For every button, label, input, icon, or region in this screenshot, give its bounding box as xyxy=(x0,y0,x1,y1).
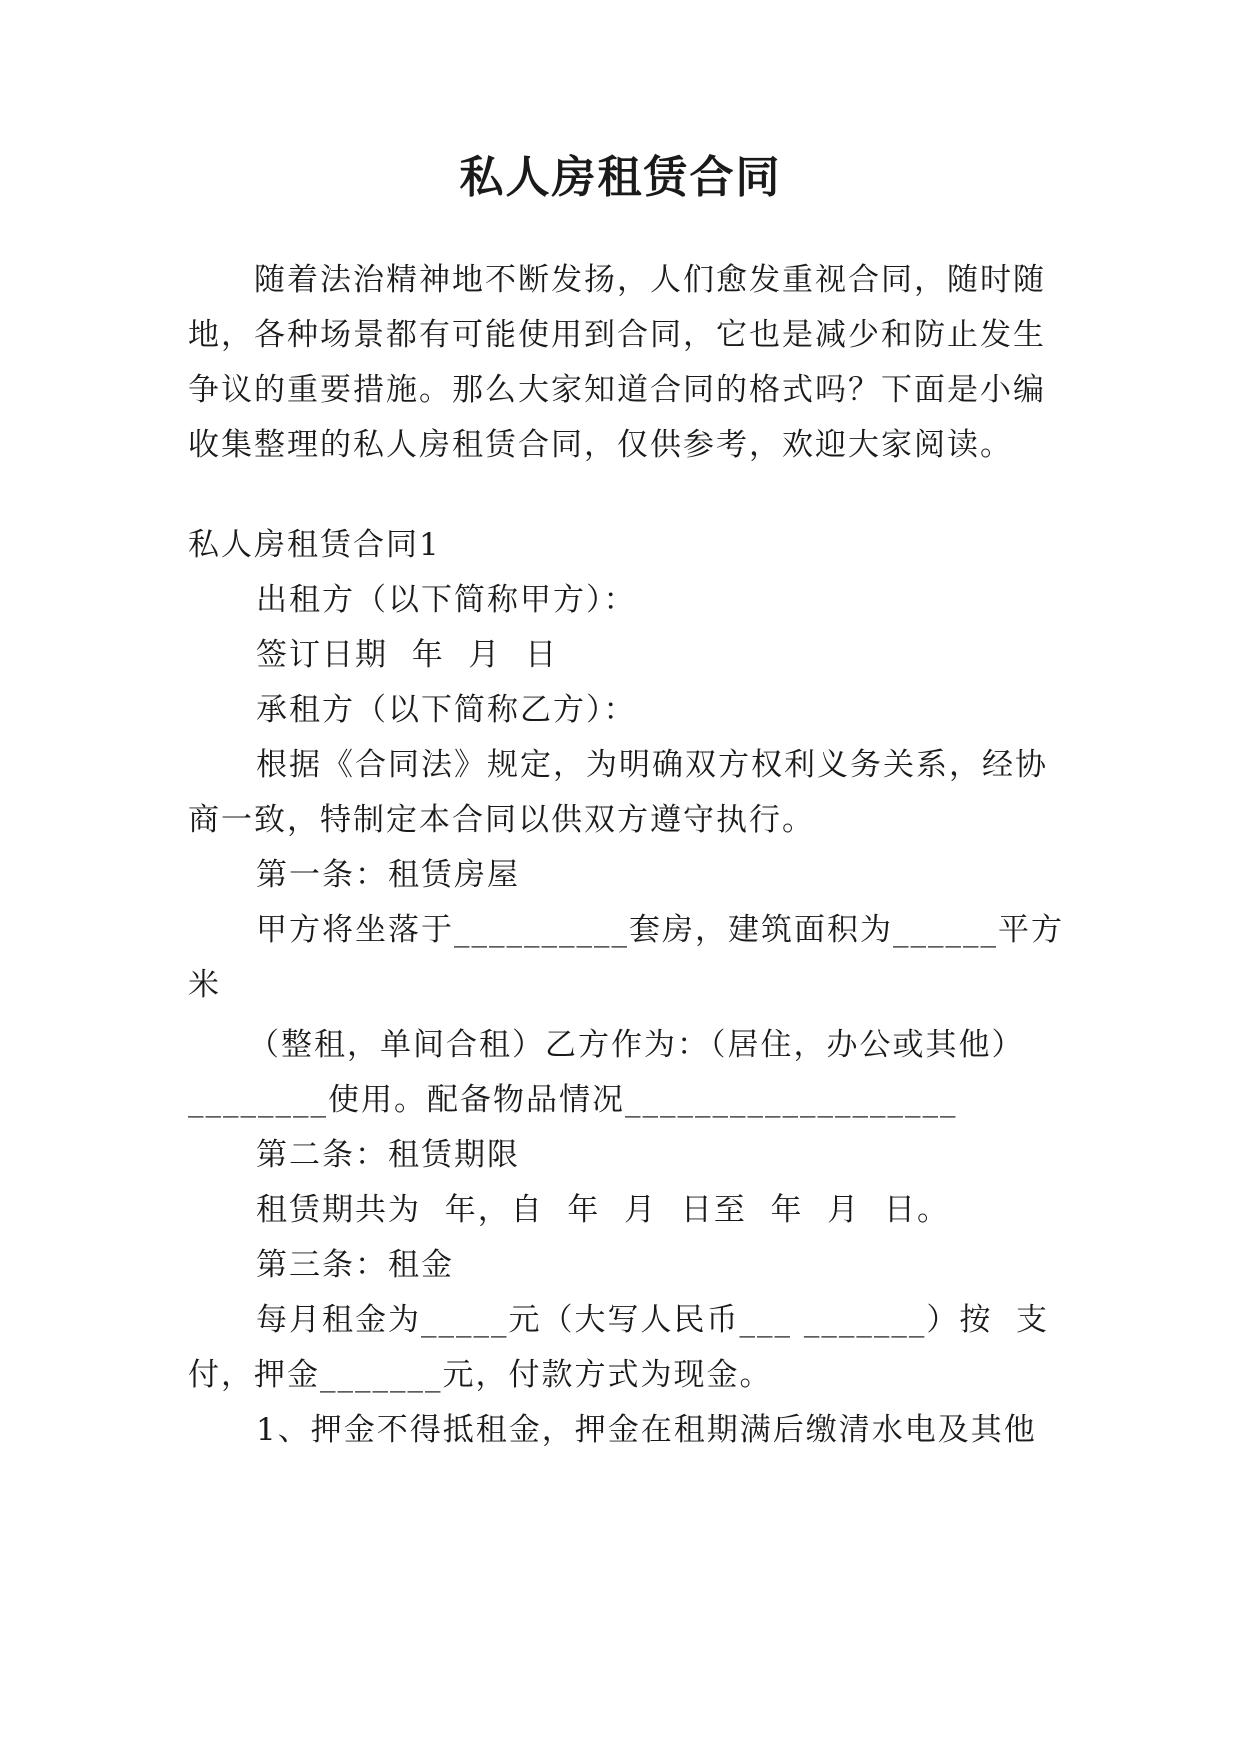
article-1-line-1: 甲方将坐落于__________套房，建筑面积为______平方 xyxy=(256,912,1064,948)
article-3-heading: 第三条：租金 xyxy=(256,1247,454,1283)
basis-line-1: 根据《合同法》规定，为明确双方权利义务关系，经协 xyxy=(256,747,1048,783)
intro-line-2: 地，各种场景都有可能使用到合同，它也是减少和防止发生 xyxy=(188,317,1046,353)
document-title: 私人房租赁合同 xyxy=(459,152,782,203)
article-1-line-3: （整租，单间合租）乙方作为：（居住，办公或其他） xyxy=(248,1027,1025,1063)
article-1-line-4: ________使用。配备物品情况___________________ xyxy=(188,1082,958,1118)
basis-line-2: 商一致，特制定本合同以供双方遵守执行。 xyxy=(188,802,815,838)
intro-line-4: 收集整理的私人房租赁合同，仅供参考，欢迎大家阅读。 xyxy=(188,427,1013,463)
article-3-line-1: 每月租金为_____元（大写人民币___ _______）按 支 xyxy=(256,1302,1050,1338)
article-3-line-2: 付，押金_______元，付款方式为现金。 xyxy=(188,1357,773,1393)
section-heading: 私人房租赁合同1 xyxy=(188,527,441,563)
clause-1-line: 1、押金不得抵租金，押金在租期满后缴清水电及其他 xyxy=(256,1412,1037,1448)
intro-line-3: 争议的重要措施。那么大家知道合同的格式吗？下面是小编 xyxy=(188,372,1046,408)
intro-line-1: 随着法治精神地不断发扬，人们愈发重视合同，随时随 xyxy=(188,262,1046,298)
article-1-line-2: 米 xyxy=(188,967,221,1003)
signing-date-line: 签订日期 年 月 日 xyxy=(256,637,559,673)
article-2-heading: 第二条：租赁期限 xyxy=(256,1137,520,1173)
article-1-heading: 第一条：租赁房屋 xyxy=(256,857,520,893)
lessee-line: 承租方（以下简称乙方）： xyxy=(256,692,637,728)
article-2-line: 租赁期共为 年，自 年 月 日至 年 月 日。 xyxy=(256,1192,950,1228)
lessor-line: 出租方（以下简称甲方）： xyxy=(256,582,637,618)
